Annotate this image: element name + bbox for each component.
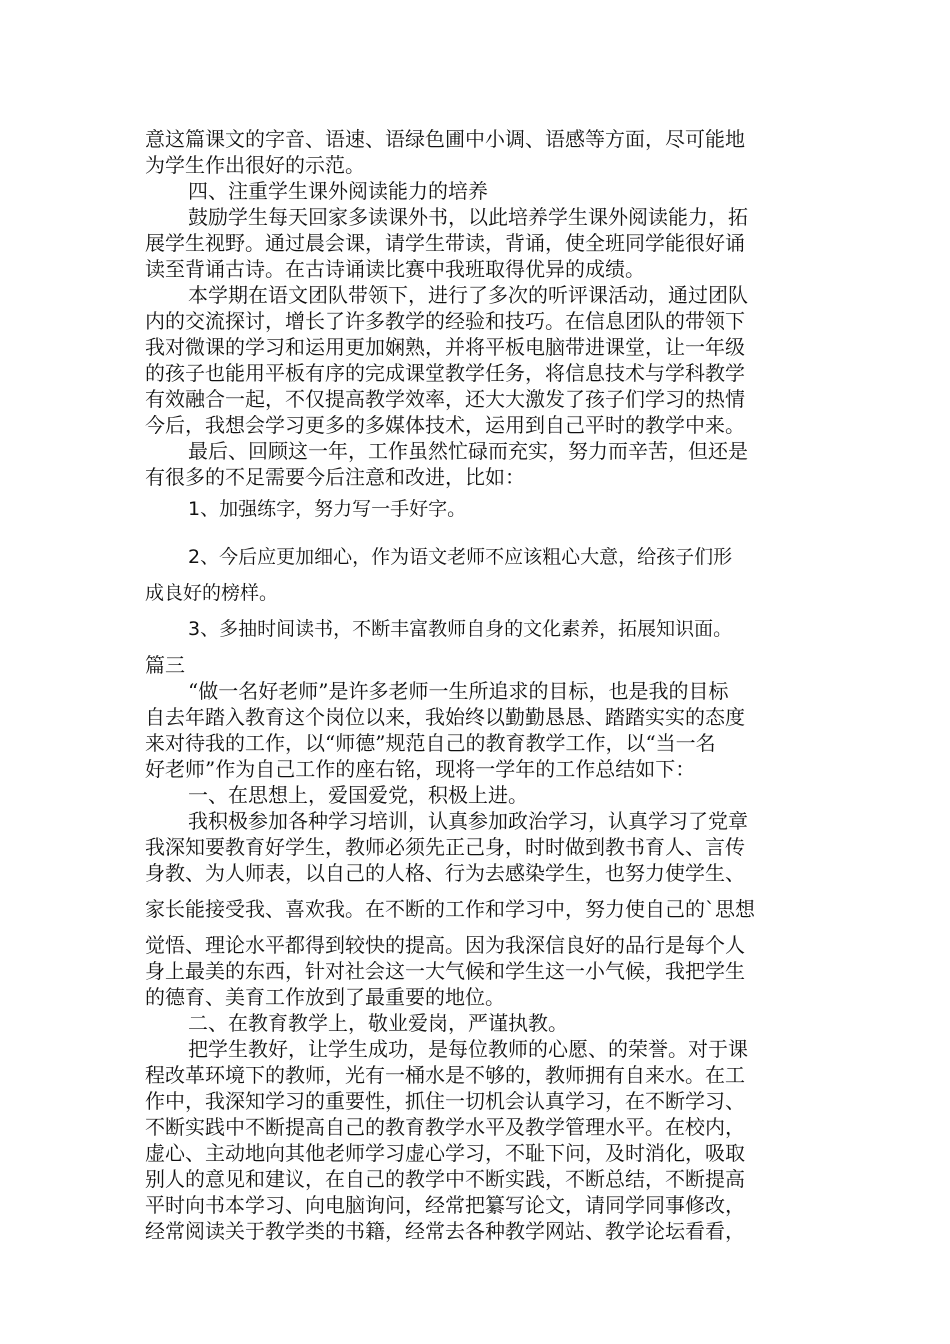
section-heading: 一、在思想上，爱国爱党，积极上进。 [188,783,528,807]
section-heading: 二、在教育教学上，敬业爱岗，严谨执教。 [188,1011,568,1035]
text-line: 自去年踏入教育这个岗位以来，我始终以勤勤恳恳、踏踏实实的态度 [145,705,745,729]
text-line: 不断实践中不断提高自己的教育教学水平及教学管理水平。在校内， [145,1115,745,1139]
text-line: “做一名好老师”是许多老师一生所追求的目标，也是我的目标 [188,679,729,703]
text-line: 今后，我想会学习更多的多媒体技术，运用到自己平时的教学中来。 [145,413,745,437]
text-line: 的孩子也能用平板有序的完成课堂教学任务，将信息技术与学科教学 [145,361,745,385]
text-line: 我对微课的学习和运用更加娴熟，并将平板电脑带进课堂，让一年级 [145,335,745,359]
text-line: 程改革环境下的教师，光有一桶水是不够的，教师拥有自来水。在工 [145,1063,745,1087]
text-line: 读至背诵古诗。在古诗诵读比赛中我班取得优异的成绩。 [145,257,645,281]
chapter-heading: 篇三 [145,653,185,677]
text-line: 意这篇课文的字音、语速、语绿色圃中小调、语感等方面，尽可能地 [145,127,745,151]
text-line: 平时向书本学习、向电脑询问，经常把纂写论文，请同学同事修改， [145,1193,745,1217]
text-line: 有很多的不足需要今后注意和改进，比如： [145,465,525,489]
text-line: 我深知要教育好学生，教师必须先正己身，时时做到教书育人、言传 [145,835,745,859]
text-line: 虚心、主动地向其他老师学习虚心学习，不耻下问，及时消化，吸取 [145,1141,745,1165]
text-line: 来对待我的工作，以“师德”规范自己的教育教学工作，以“当一名 [145,731,716,755]
text-line: 展学生视野。通过晨会课，请学生带读，背诵，使全班同学能很好诵 [145,231,745,255]
text-line: 为学生作出很好的示范。 [145,153,365,177]
text-line: 把学生教好，让学生成功，是每位教师的心愿、的荣誉。对于课 [188,1037,748,1061]
text-line: 有效融合一起，不仅提高教学效率，还大大激发了孩子们学习的热情 [145,387,745,411]
list-item: 3、多抽时间读书，不断丰富教师自身的文化素养，拓展知识面。 [188,618,733,640]
text-line: 别人的意见和建议，在自己的教学中不断实践，不断总结，不断提高 [145,1167,745,1191]
list-item: 2、今后应更加细心，作为语文老师不应该粗心大意，给孩子们形 [188,546,733,568]
text-line: 身上最美的东西，针对社会这一大气候和学生这一小气候，我把学生 [145,959,745,983]
text-line: 家长能接受我、喜欢我。在不断的工作和学习中，努力使自己的`思想 [145,897,755,921]
text-line: 身教、为人师表，以自己的人格、行为去感染学生，也努力使学生、 [145,861,745,885]
text-line: 本学期在语文团队带领下，进行了多次的听评课活动，通过团队 [188,283,748,307]
text-line: 鼓励学生每天回家多读课外书，以此培养学生课外阅读能力，拓 [188,205,748,229]
text-line: 内的交流探讨，增长了许多教学的经验和技巧。在信息团队的带领下 [145,309,745,333]
text-line: 我积极参加各种学习培训，认真参加政治学习，认真学习了党章 [188,809,748,833]
text-line: 最后、回顾这一年，工作虽然忙碌而充实，努力而辛苦，但还是 [188,439,748,463]
list-item-continuation: 成良好的榜样。 [145,582,279,604]
list-item: 1、加强练字，努力写一手好字。 [188,498,467,520]
text-line: 好老师”作为自己工作的座右铭，现将一学年的工作总结如下： [145,757,696,781]
text-line: 经常阅读关于教学类的书籍，经常去各种教学网站、教学论坛看看， [145,1219,745,1243]
text-line: 觉悟、理论水平都得到较快的提高。因为我深信良好的品行是每个人 [145,933,745,957]
text-line: 作中，我深知学习的重要性，抓住一切机会认真学习，在不断学习、 [145,1089,745,1113]
text-line: 的德育、美育工作放到了最重要的地位。 [145,985,505,1009]
section-heading: 四、注重学生课外阅读能力的培养 [188,179,488,203]
